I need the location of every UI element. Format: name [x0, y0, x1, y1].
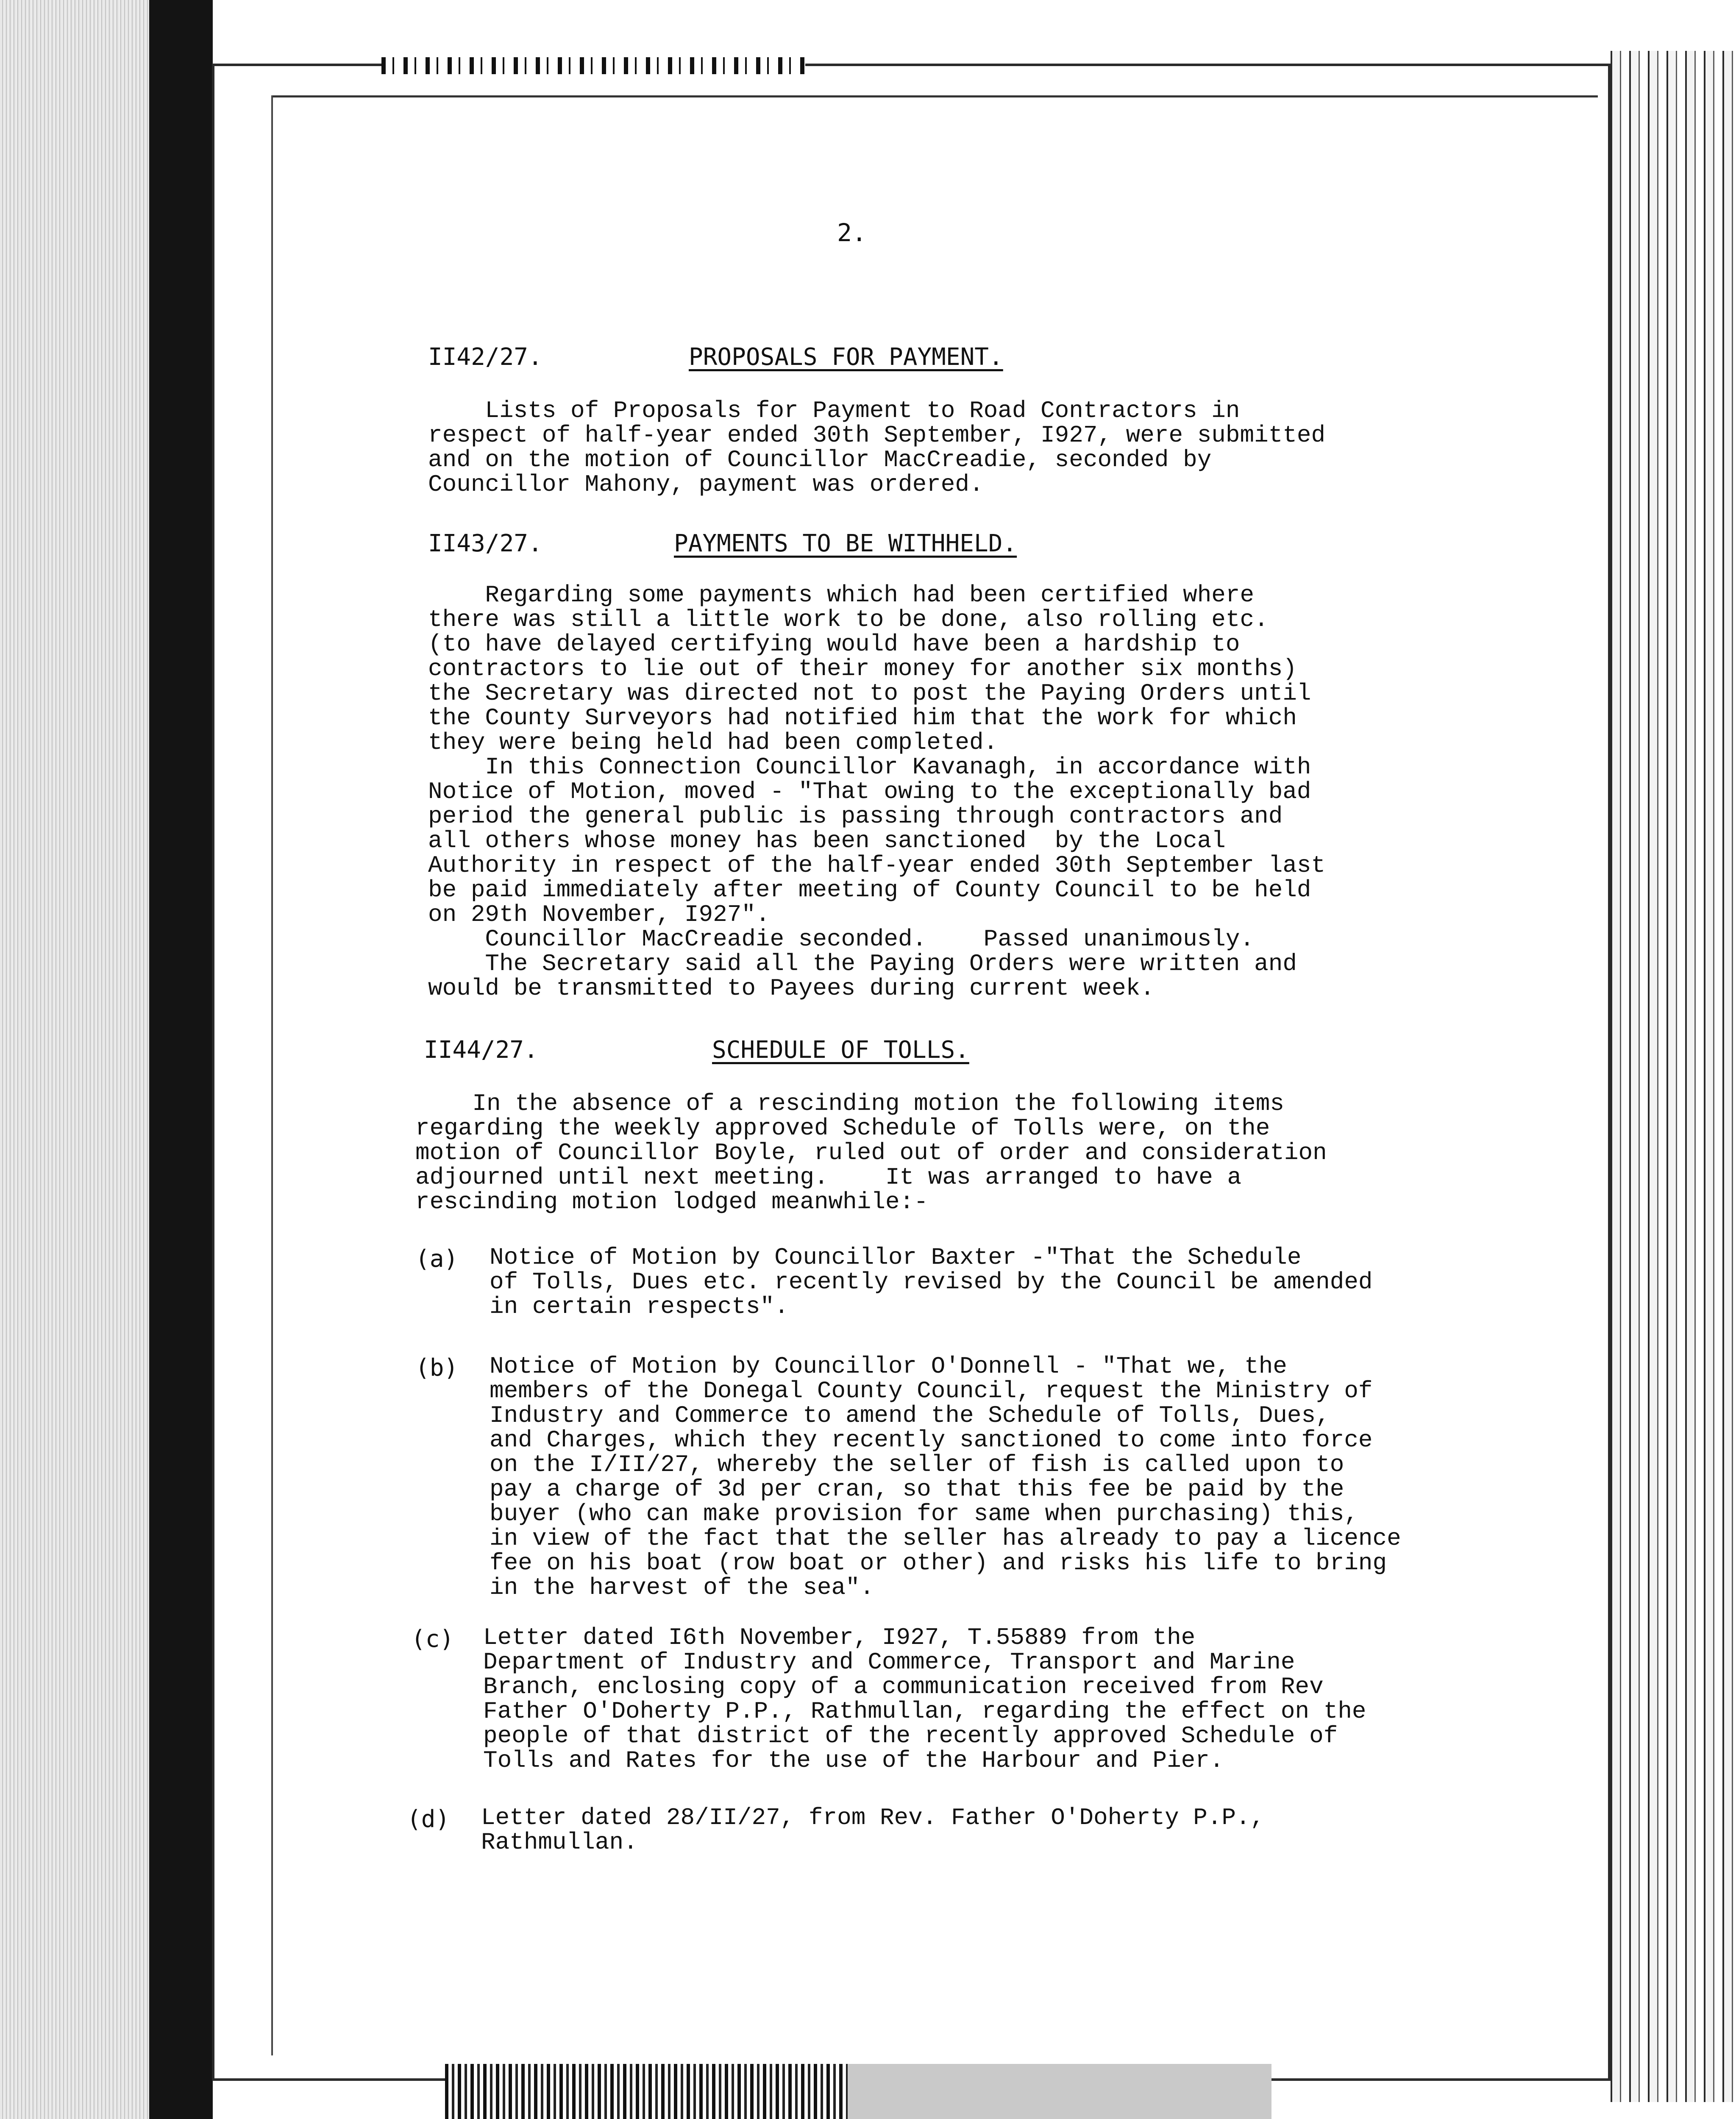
- item-text-c: Letter dated I6th November, I927, T.55889 from the Department of Industry and Commerce, Transport and Marine Branch, enclosing copy of a communication received from Rev Father O'Doherty P.P., Rathmullan, regarding the effect on the people of that district of the recently approved Schedule of Tolls and Rates for the use of the Harbour and Pier.: [483, 1624, 1366, 1774]
- scan-edge-left: [0, 0, 153, 2119]
- section-heading-1142: PROPOSALS FOR PAYMENT.: [689, 343, 1003, 371]
- binding-strip: [149, 0, 213, 2119]
- item-text-a-line1: Notice of Motion by Councillor Baxter -"That the Schedule of Tolls, Dues etc. recently revised by the Council be amended in certain respects".: [490, 1244, 1373, 1320]
- item-text-d: Letter dated 28/II/27, from Rev. Father O'Doherty P.P., Rathmullan.: [481, 1804, 1265, 1856]
- item-label-c: (c): [411, 1625, 454, 1653]
- section-body-1142: Lists of Proposals for Payment to Road Contractors in respect of half-year ended 30th September, I927, were submitted and on the motion of Councillor MacCreadie, seconded by Councillor Mahony, payment was ordered.: [428, 397, 1326, 498]
- page-edges-right: [1611, 51, 1736, 2102]
- top-binding-marks: [381, 57, 805, 74]
- item-label-a: (a): [415, 1245, 459, 1273]
- page-number: 2.: [837, 218, 867, 247]
- section-body-1144: In the absence of a rescinding motion the following items regarding the weekly approved Schedule of Tolls were, on the motion of Councillor Boyle, ruled out of order and consideration adjourned until next meeting. It was arranged to have a rescinding motion lodged meanwhile:-: [415, 1090, 1327, 1215]
- item-label-b: (b): [415, 1354, 459, 1382]
- item-text-b: Notice of Motion by Councillor O'Donnell - "That we, the members of the Donegal County Council, request the Ministry of Industry and Commerce to amend the Schedule of Tolls, Dues, and Charges, which they recently sanctioned to come into force on the I/II/27, whereby the seller of fish is called upon to pay a charge of 3d per cran, so that this fee be paid by the buyer (who can make provision for same when purchasing) this, in view of the fact that the seller has already to pay a licence fee on his boat (row boat or other) and risks his life to bring in the harvest of the sea".: [490, 1353, 1401, 1601]
- bottom-binding-marks: [445, 2064, 848, 2119]
- section-body-1143: Regarding some payments which had been certified where there was still a little work to be done, also rolling etc. (to have delayed certifying would have been a hardship to contractors to lie out of their money for another six months) the Secretary was directed not to post the Paying Orders until the County Surveyors had notified him that the work for which they were being held had been completed. In this Connection Councillor Kavanagh, in accordance with Notice of Motion, moved - "That owing to the exceptionally bad period the general public is passing through contractors and all others whose money has been sanctioned by the Local Authority in respect of the half-year ended 30th September last be paid immediately after meeting of County Council to be held on 29th November, I927". Councillor MacCreadie seconded. Passed unanimously. The Secretary said all the Paying Orders were written and would be transmitted to Payees during current week.: [428, 581, 1326, 1002]
- section-heading-1144: SCHEDULE OF TOLLS.: [712, 1036, 969, 1064]
- page-left-border: [271, 95, 273, 2055]
- item-label-d: (d): [407, 1805, 450, 1833]
- section-number-1142: II42/27.: [428, 343, 542, 371]
- section-number-1143: II43/27.: [428, 530, 542, 557]
- page-top-border: [271, 95, 1598, 97]
- section-heading-1143: PAYMENTS TO BE WITHHELD.: [674, 530, 1017, 557]
- bottom-shadow: [848, 2064, 1271, 2119]
- section-number-1144: II44/27.: [424, 1036, 538, 1064]
